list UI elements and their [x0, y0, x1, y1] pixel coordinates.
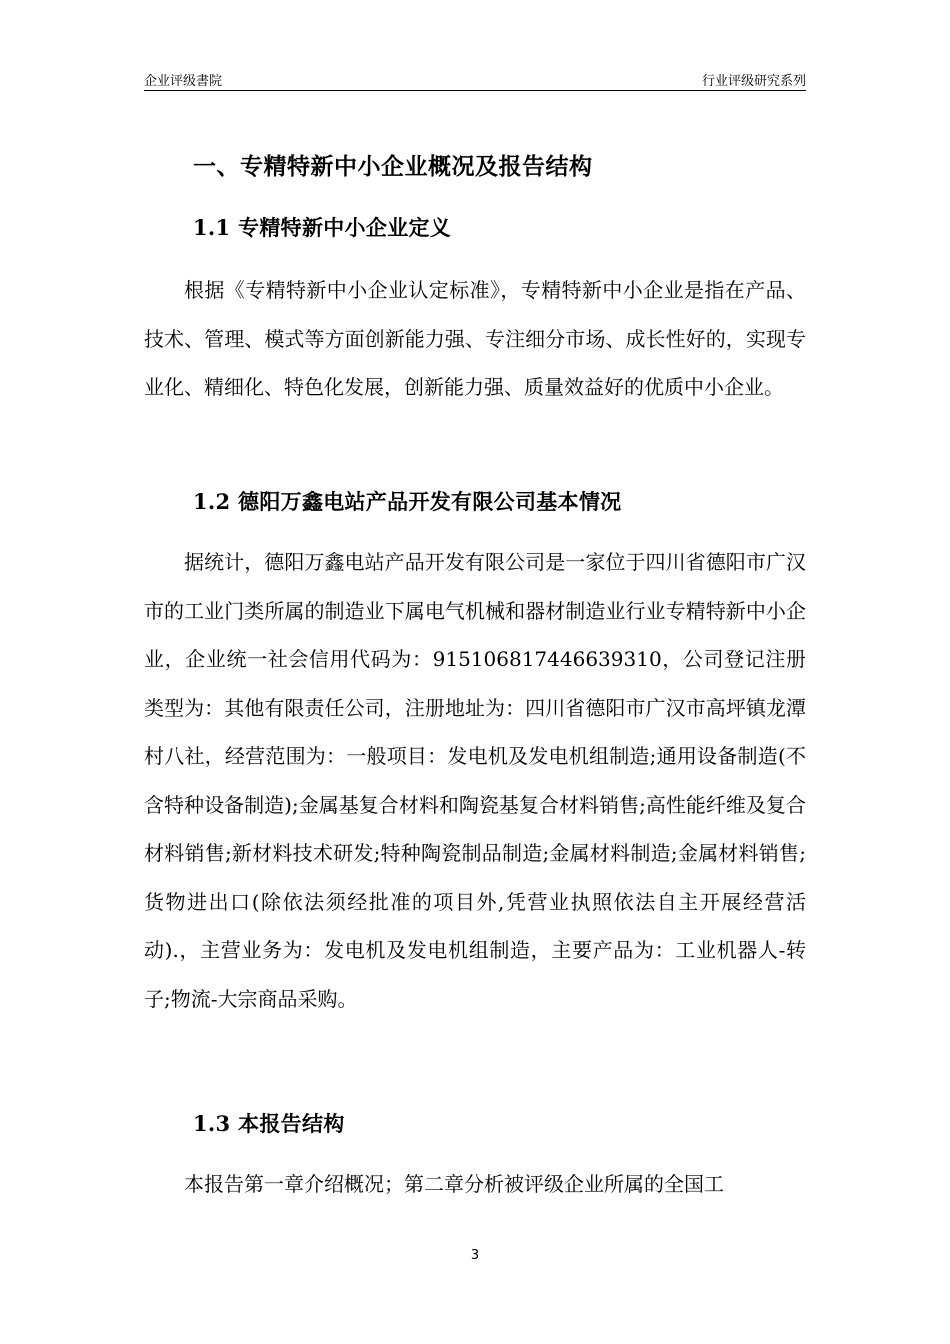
paragraph-text: 据统计，德阳万鑫电站产品开发有限公司是一家位于四川省德阳市广汉市的工业门类所属的制造业下属电气机械和器材制造业行业专精特新中小企业，企业统一社会信用代码为：915106817446639310，公司登记注册类型为：其他有限责任公司，注册地址为：四川省德阳市广汉市高坪镇龙潭村八社，经营范围为：一般项目：发电机及发电机组制造;通用设备制造(不含特种设备制造);金属基复合材料和陶瓷基复合材料销售;高性能纤维及复合材料销售;新材料技术研发;特种陶瓷制品制造;金属材料制造;金属材料销售;货物进出口(除依法须经批准的项目外,凭营业执照依法自主开展经营活动).，主营业务为：发电机及发电机组制造，主要产品为：工业机器人-转子;物流-大宗商品采购。 [144, 550, 806, 1011]
paragraph-definition [144, 266, 806, 412]
header-left-text: 企业评级書院 [144, 74, 223, 89]
paragraph-company-info [144, 538, 806, 1023]
paragraph-text: 根据《专精特新中小企业认定标准》，专精特新中小企业是指在产品、技术、管理、模式等方面创新能力强、专注细分市场、成长性好的，实现专业化、精细化、特色化发展，创新能力强、质量效益好的优质中小企业。 [144, 278, 806, 399]
subsection-title-1-2: 1.2 德阳万鑫电站产品开发有限公司基本情况 [193, 489, 622, 514]
paragraph-text: 本报告第一章介绍概况；第二章分析被评级企业所属的全国工 [184, 1172, 724, 1196]
section-title: 一、专精特新中小企业概况及报告结构 [193, 153, 593, 180]
subsection-title-1-1: 1.1 专精特新中小企业定义 [193, 215, 452, 240]
subsection-title-1-3: 1.3 本报告结构 [193, 1111, 345, 1136]
page-header [144, 68, 806, 91]
header-right-text: 行业评级研究系列 [701, 74, 806, 89]
page-number: 3 [470, 1248, 480, 1263]
paragraph-report-structure [144, 1160, 806, 1209]
